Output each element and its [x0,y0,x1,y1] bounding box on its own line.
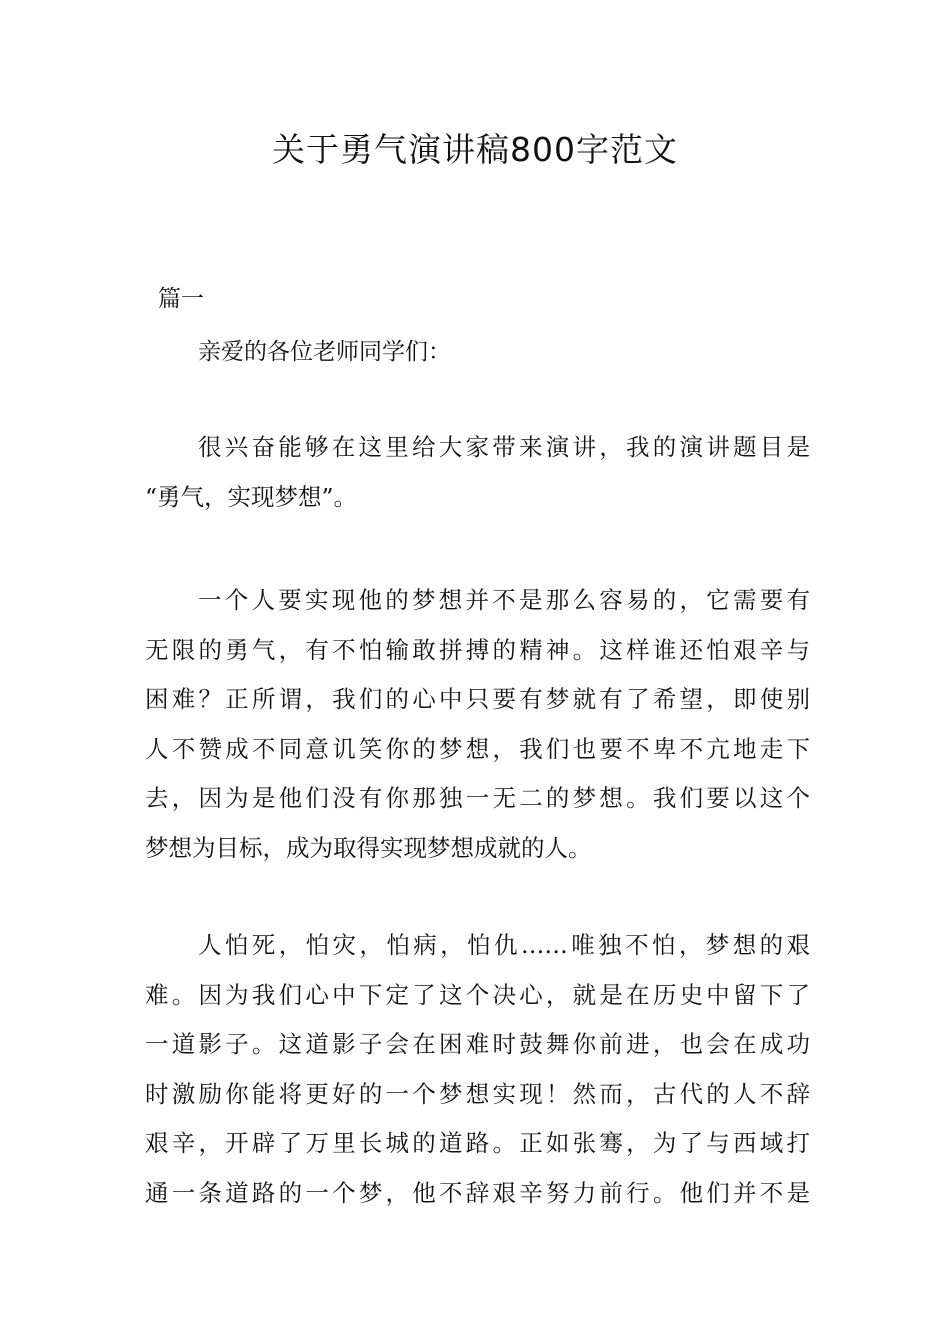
paragraph-line: 人不赞成不同意讥笑你的梦想，我们也要不卑不亢地走下 [145,734,810,763]
paragraph-line: 去，因为是他们没有你那独一无二的梦想。我们要以这个 [145,784,810,813]
paragraph-line: “勇气，实现梦想”。 [145,482,358,511]
paragraph-line: 时激励你能将更好的一个梦想实现！然而，古代的人不辞 [145,1079,810,1108]
section-heading: 篇一 [158,286,204,312]
paragraph-line: 很兴奋能够在这里给大家带来演讲，我的演讲题目是 [198,433,810,461]
paragraph-line: 艰辛，开辟了万里长城的道路。正如张骞，为了与西域打 [145,1129,810,1158]
paragraph-line: 梦想为目标，成为取得实现梦想成就的人。 [145,833,592,862]
paragraph-3 [145,921,810,1219]
paragraph-line: 一个人要实现他的梦想并不是那么容易的，它需要有 [198,586,810,614]
paragraph-1 [145,423,810,522]
paragraph-line: 通一条道路的一个梦，他不辞艰辛努力前行。他们并不是 [145,1178,810,1207]
document-title: 关于勇气演讲稿800字范文 [272,130,678,169]
paragraph-line: 难。因为我们心中下定了这个决心，就是在历史中留下了 [145,980,810,1009]
paragraph-line: 人怕死，怕灾，怕病，怕仇……唯独不怕，梦想的艰 [198,931,810,959]
paragraph-line: 一道影子。这道影子会在困难时鼓舞你前进，也会在成功 [145,1030,810,1059]
paragraph-2 [145,576,810,874]
greeting-line: 亲爱的各位老师同学们： [198,339,451,365]
paragraph-line: 困难？正所谓，我们的心中只要有梦就有了希望，即使别 [145,685,810,714]
paragraph-line: 无限的勇气，有不怕输敢拼搏的精神。这样谁还怕艰辛与 [145,635,810,664]
